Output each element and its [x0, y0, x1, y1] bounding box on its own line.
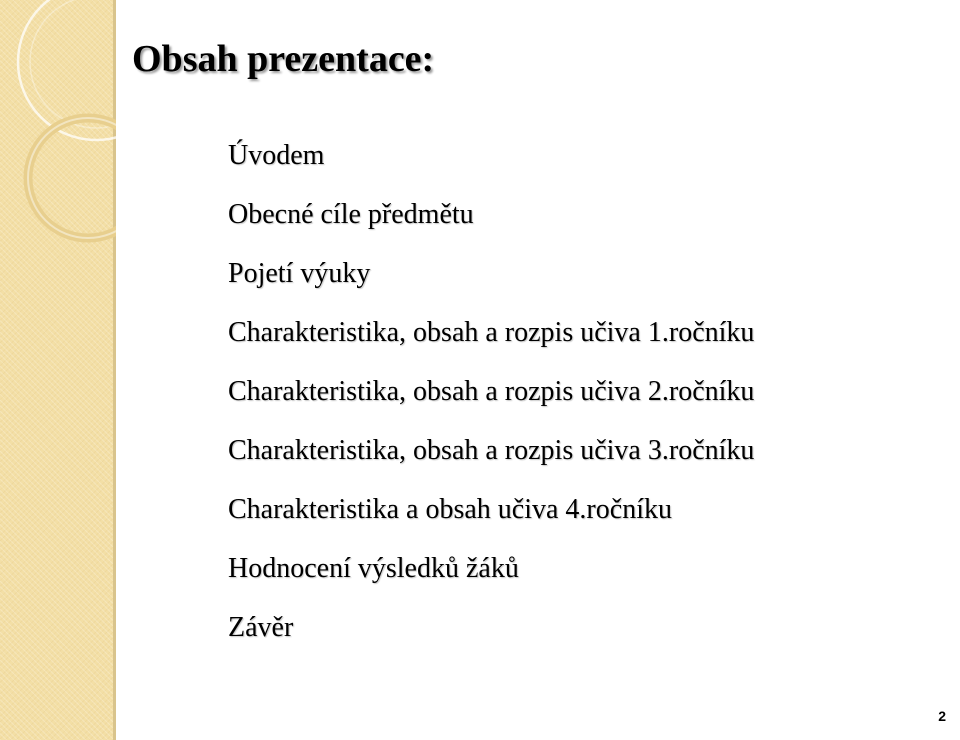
contents-list [228, 138, 754, 669]
slide-page-number: 2 [938, 708, 946, 724]
list-item: Charakteristika a obsah učiva 4.ročníku [228, 494, 672, 525]
list-item: Pojetí výuky [228, 258, 371, 289]
list-item: Hodnocení výsledků žáků [228, 553, 519, 584]
ring-ornament-icon [0, 0, 116, 260]
decorative-side-band [0, 0, 116, 740]
list-item: Úvodem [228, 140, 325, 171]
list-item: Charakteristika, obsah a rozpis učiva 2.ročníku [228, 376, 755, 407]
list-item: Závěr [228, 612, 294, 643]
list-item: Obecné cíle předmětu [228, 199, 474, 230]
slide-title: Obsah prezentace: [132, 38, 435, 80]
list-item: Charakteristika, obsah a rozpis učiva 3.ročníku [228, 435, 755, 466]
list-item: Charakteristika, obsah a rozpis učiva 1.ročníku [228, 317, 755, 348]
